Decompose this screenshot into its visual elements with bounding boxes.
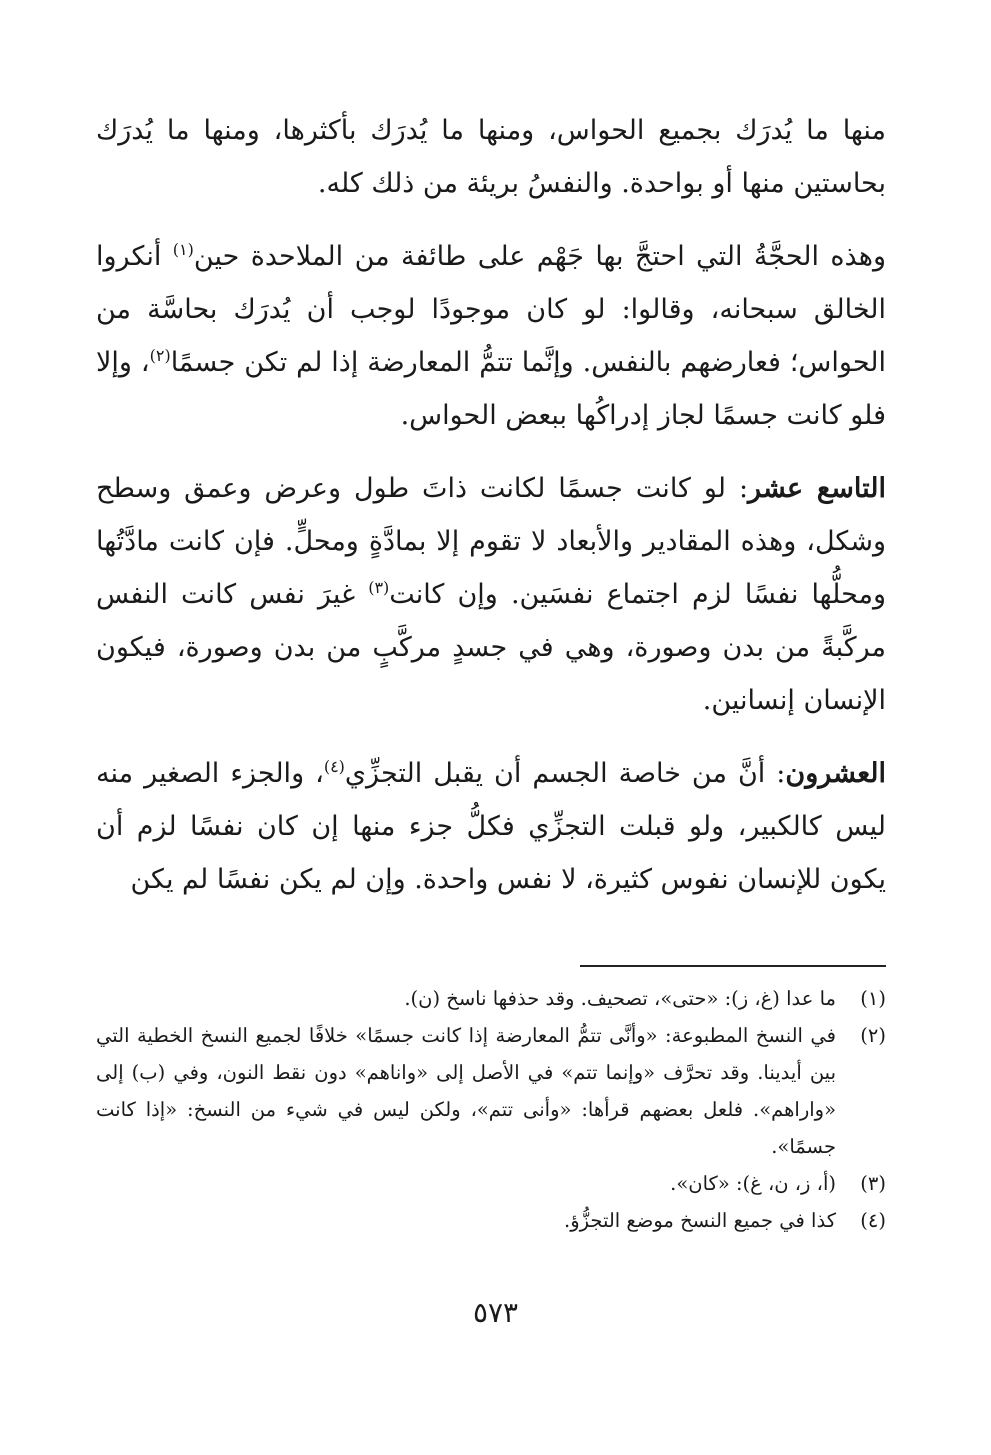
footnote-text: كذا في جميع النسخ موضع التجزُّؤ.: [564, 1209, 836, 1232]
footnote-number: (٣): [860, 1172, 886, 1195]
page-number: ٥٧٣: [472, 1296, 519, 1329]
footnote-number: (٢): [860, 1024, 886, 1047]
footnote-text: (أ، ز، ن، غ): «كان».: [670, 1172, 836, 1195]
footnote-ref-1[interactable]: (١): [172, 240, 194, 259]
footnote-3: [96, 1165, 886, 1202]
footnote-number: (٤): [860, 1209, 886, 1232]
paragraph-4-text: : أنَّ من خاصة الجسم أن يقبل التجزِّي: [344, 758, 786, 789]
footnote-text: ما عدا (غ، ز): «حتى»، تصحيف. وقد حذفها ناسخ (ن).: [404, 987, 836, 1010]
paragraph-4: [96, 747, 886, 906]
paragraph-3-text: : لو كانت جسمًا لكانت ذاتَ طول وعرض وعمق وسطح وشكل، وهذه المقادير والأبعاد لا تقوم إلا بمادَّةٍ ومحلٍّ. فإن كانت مادَّتُها ومحلُّها نفسًا لزم اجتماع نفسَين. وإن كانت: [96, 473, 886, 610]
footnote-ref-2[interactable]: (٢): [149, 346, 171, 365]
paragraph-3-heading: التاسع عشر: [748, 473, 886, 504]
footnote-ref-3[interactable]: (٣): [368, 578, 390, 597]
paragraph-2: [96, 230, 886, 442]
footnote-2: [96, 1017, 886, 1165]
paragraph-2-text: وهذه الحجَّةُ التي احتجَّ بها جَهْم على طائفة من الملاحدة حين: [193, 241, 887, 272]
footnote-number: (١): [860, 987, 886, 1010]
footnote-text: في النسخ المطبوعة: «وأنَّى تتمُّ المعارضة إذا كانت جسمًا» خلافًا لجميع النسخ الخطية التي بين أيدينا. وقد تحرَّف «وإنما تتم» في الأصل إلى «واناهم» دون نقط النون، وفي (ب) إلى «واراهم». فلعل بعضهم قرأها: «وأنى تتم»، ولكن ليس في شيء من النسخ: «إذا كانت جسمًا».: [96, 1024, 836, 1158]
paragraph-2-text-end: ، وإلا فلو كانت جسمًا لجاز إدراكُها ببعض الحواس.: [96, 347, 886, 431]
footnote-4: [96, 1202, 886, 1239]
paragraph-1-text: منها ما يُدرَك بجميع الحواس، ومنها ما يُدرَك بأكثرها، ومنها ما يُدرَك بحاستين منها أو بواحدة. والنفسُ بريئة من ذلك كله.: [96, 115, 886, 199]
paragraph-3-text-cont: غيرَ نفس كانت النفس مركَّبةً من بدن وصورة، وهي في جسدٍ مركَّبٍ من بدن وصورة، فيكون الإنسان إنسانين.: [96, 579, 886, 716]
footnote-ref-4[interactable]: (٤): [323, 757, 345, 776]
main-text: [96, 104, 886, 926]
footnote-1: [96, 980, 886, 1017]
paragraph-4-text-cont: ، والجزء الصغير منه ليس كالكبير، ولو قبلت التجزِّي فكلُّ جزء منها إن كان نفسًا لزم أن يكون للإنسان نفوس كثيرة، لا نفس واحدة. وإن لم يكن نفسًا لم يكن: [96, 758, 886, 895]
footnotes: [96, 980, 886, 1239]
paragraph-2-text-cont: أنكروا الخالق سبحانه، وقالوا: لو كان موجودًا لوجب أن يُدرَك بحاسَّة من الحواس؛ فعارضهم بالنفس. وإنَّما تتمُّ المعارضة إذا لم تكن جسمًا: [96, 241, 886, 378]
paragraph-3: [96, 462, 886, 727]
paragraph-1: [96, 104, 886, 210]
footnote-divider: [580, 965, 886, 967]
paragraph-4-heading: العشرون: [785, 758, 886, 789]
